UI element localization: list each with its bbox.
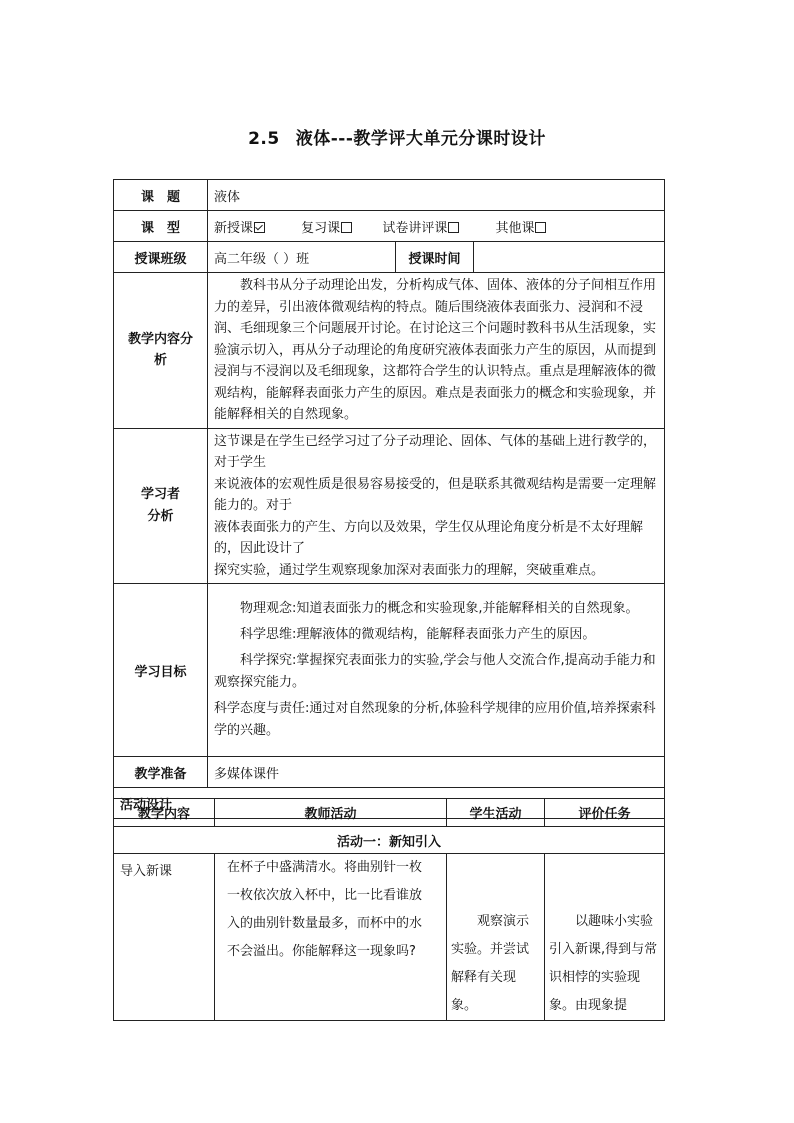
learner-analysis-label-line2: 分析 (147, 508, 174, 524)
content-analysis-text: 教科书从分子动理论出发，分析构成气体、固体、液体的分子间相互作用力的差异，引出液体微观结构的特点。随后围绕液体表面张力、浸润和不浸润、毛细现象三个问题展开讨论。在讨论这三个问题时教科书从生活现象，实验演示切入，再从分子动理论的角度研究液体表面张力产生的原因，从而提到浸润与不浸润以及毛细现象，这都符合学生的认识特点。重点是理解液体的微观结构，能解释表面张力产生的原因。难点是表面张力的概念和实验现象，并能解释相关的自然现象。 (214, 278, 657, 422)
goal-item: 科学态度与责任:通过对自然现象的分析,体验科学规律的应用价值,培养探索科学的兴趣。 (214, 701, 656, 738)
content-analysis-label (114, 273, 208, 429)
checkbox-checked-icon[interactable] (254, 222, 265, 233)
checkbox-icon[interactable] (535, 222, 546, 233)
header-content: 教学内容 (114, 799, 215, 827)
title-text: 液体---教学评大单元分课时设计 (295, 129, 546, 149)
row-type (114, 211, 665, 242)
type-option-new[interactable] (214, 217, 265, 236)
activity-header-row (114, 799, 665, 827)
topic-value: 液体 (208, 180, 665, 211)
preparation-value: 多媒体课件 (208, 757, 665, 788)
learner-analysis-line: 来说液体的宏观性质是很易容易接受的，但是联系其微观结构是需要一定理解能力的。对于 (214, 476, 657, 513)
class-value: 高二年级（ ）班 (208, 242, 396, 273)
type-option-exam-label: 试卷讲评课 (382, 220, 448, 236)
checkbox-icon[interactable] (448, 222, 459, 233)
row-teacher-activity: 在杯子中盛满清水。将曲别针一枚一枚依次放入杯中，比一比看谁放入的曲别针数量最多，而杯中的水不会溢出。你能解释这一现象吗? (215, 854, 447, 1021)
row-class (114, 242, 665, 273)
goal-item: 物理观念:知道表面张力的概念和实验现象,并能解释相关的自然现象。 (240, 601, 639, 616)
learning-goals-label: 学习目标 (114, 584, 208, 757)
learner-analysis-cell (208, 428, 665, 584)
header-teacher: 教师活动 (215, 799, 447, 827)
type-options (208, 211, 665, 242)
row-content-analysis (114, 273, 665, 429)
goal-item: 科学探究:掌握探究表面张力的实验,学会与他人交流合作,提高动手能力和观察探究能力。 (214, 653, 656, 690)
goal-item: 科学思维:理解液体的微观结构，能解释表面张力产生的原因。 (240, 627, 596, 642)
content-analysis-cell (208, 273, 665, 429)
learner-analysis-label-line1: 学习者 (140, 486, 180, 502)
activity-design-label: 活动设计 (114, 788, 665, 819)
preparation-label: 教学准备 (114, 757, 208, 788)
header-student: 学生活动 (447, 799, 545, 827)
activity-title: 活动一：新知引入 (114, 827, 665, 854)
row-content: 导入新课 (114, 854, 215, 1021)
lesson-info-table (113, 179, 665, 819)
document-title (0, 124, 794, 149)
checkbox-icon[interactable] (341, 222, 352, 233)
row-learner-analysis (114, 428, 665, 584)
row-topic (114, 180, 665, 211)
learner-analysis-line: 探究实验，通过学生观察现象加深对表面张力的理解，突破重难点。 (214, 562, 605, 578)
learner-analysis-line: 液体表面张力的产生、方向以及效果，学生仅从理论角度分析是不太好理解的，因此设计了 (214, 519, 644, 556)
type-label: 课 型 (114, 211, 208, 242)
row-learning-goals (114, 584, 665, 757)
learner-analysis-label (114, 428, 208, 584)
type-option-review[interactable] (301, 217, 352, 236)
content-analysis-label-text: 教学内容分析 (127, 332, 193, 369)
row-preparation (114, 757, 665, 788)
time-value (474, 242, 665, 273)
title-number: 2.5 (248, 129, 280, 149)
table-row (114, 854, 665, 1021)
topic-label: 课 题 (114, 180, 208, 211)
header-evaluation: 评价任务 (545, 799, 665, 827)
learning-goals-cell (208, 584, 665, 757)
time-label: 授课时间 (396, 242, 474, 273)
type-option-other-label: 其他课 (495, 220, 535, 236)
learner-analysis-line: 这节课是在学生已经学习过了分子动理论、固体、气体的基础上进行教学的，对于学生 (214, 433, 657, 470)
activity-table (113, 798, 665, 1021)
activity-title-row (114, 827, 665, 854)
type-option-other[interactable] (495, 217, 546, 236)
row-evaluation: 以趣味小实验引入新课,得到与常识相悖的实验现象。由现象提 (545, 854, 665, 1021)
class-label: 授课班级 (114, 242, 208, 273)
row-student-activity: 观察演示实验。并尝试解释有关现象。 (447, 854, 545, 1021)
type-option-exam[interactable] (382, 217, 459, 236)
type-option-new-label: 新授课 (214, 220, 254, 236)
type-option-review-label: 复习课 (301, 220, 341, 236)
